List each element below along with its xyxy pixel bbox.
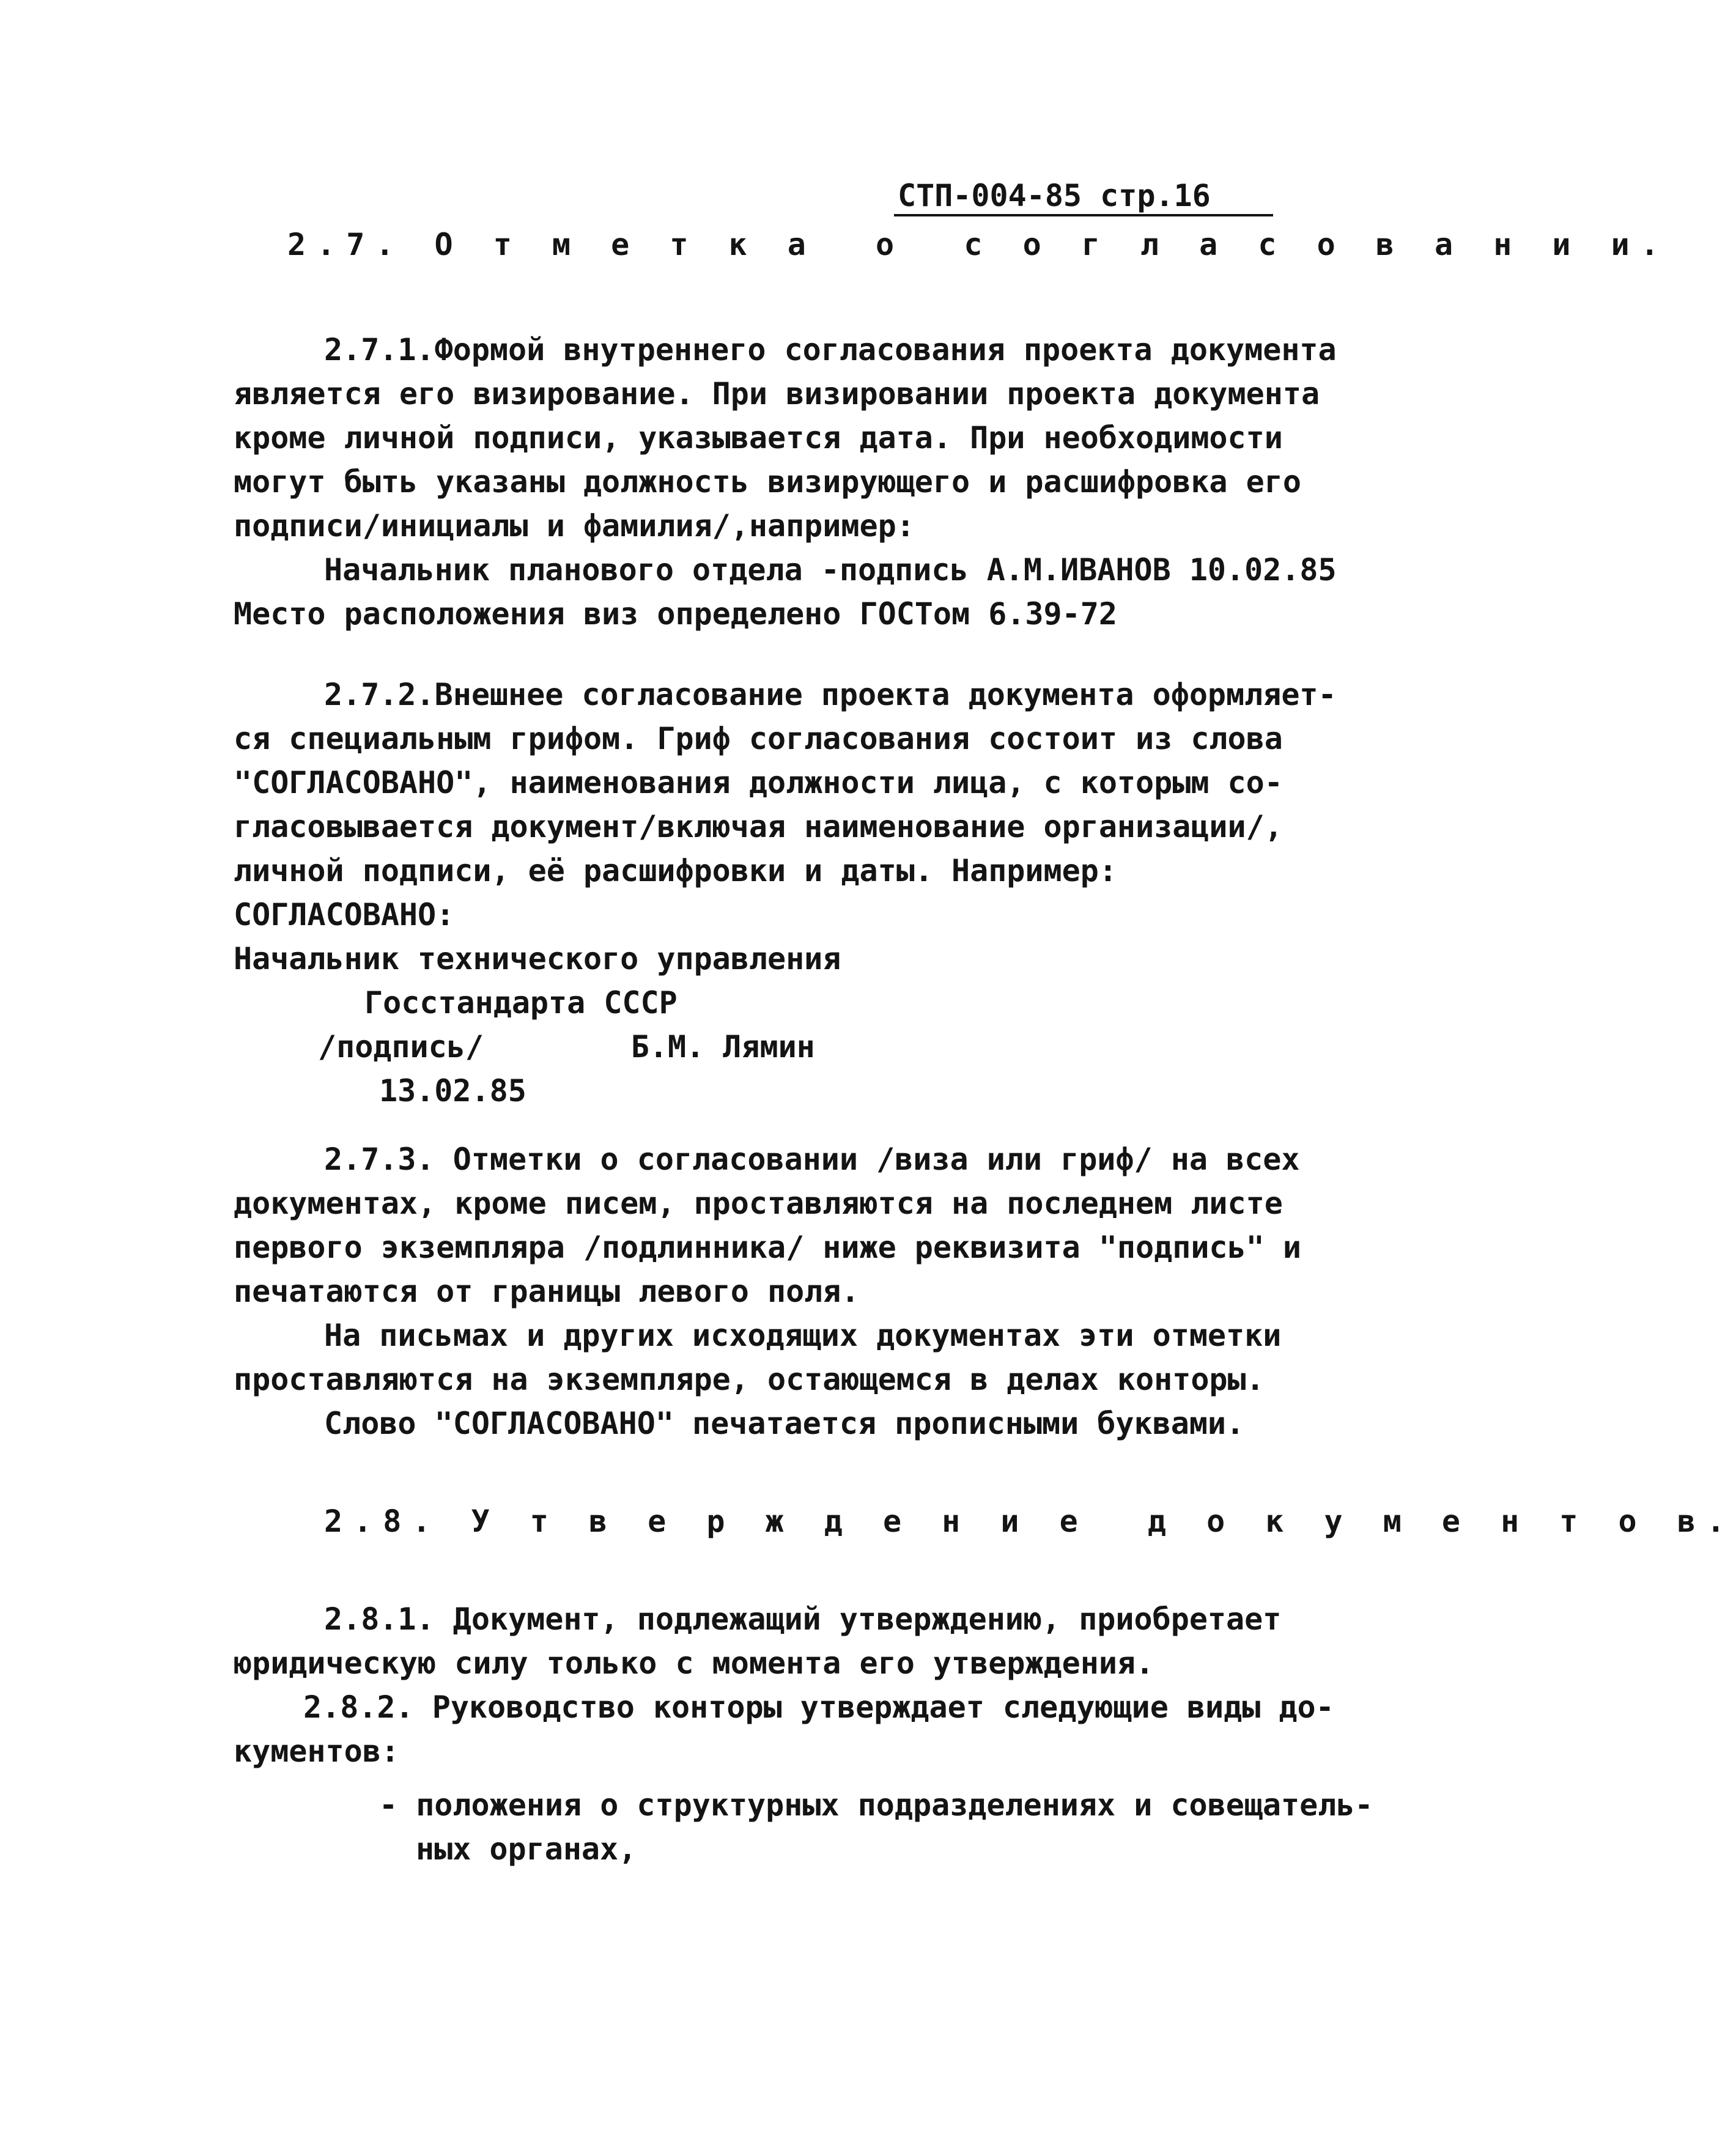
paragraph-line: гласовывается документ/включая наименование организации/, — [234, 809, 1283, 844]
paragraph-line: юридическую силу только с момента его утверждения. — [234, 1645, 1154, 1681]
list-item: - положения о структурных подразделениях и совещатель- — [379, 1787, 1373, 1823]
paragraph-line: 2.7.1.Формой внутреннего согласования проекта документа — [324, 332, 1337, 367]
paragraph-line: Слово "СОГЛАСОВАНО" печатается прописными буквами. — [324, 1406, 1245, 1441]
approval-stamp-position: Начальник технического управления — [234, 941, 841, 977]
paragraph-line: 2.8.2. Руководство конторы утверждает следующие виды до- — [303, 1689, 1334, 1725]
paragraph-line: На письмах и других исходящих документах эти отметки — [324, 1318, 1282, 1353]
header-underline — [894, 214, 1273, 216]
paragraph-line: документах, кроме писем, проставляются на последнем листе — [234, 1186, 1283, 1221]
paragraph-line: первого экземпляра /подлинника/ ниже реквизита "подпись" и — [234, 1230, 1301, 1265]
paragraph-line: личной подписи, её расшифровки и даты. Например: — [234, 853, 1117, 888]
list-item-continuation: ных органах, — [416, 1831, 637, 1867]
paragraph-line: "СОГЛАСОВАНО", наименования должности лица, с которым со- — [234, 765, 1283, 800]
paragraph-line: печатаются от границы левого поля. — [234, 1274, 860, 1309]
paragraph-line: является его визирование. При визировании проекта документа — [234, 376, 1320, 412]
paragraph-line: кументов: — [234, 1733, 399, 1769]
paragraph-line: кроме личной подписи, указывается дата. При необходимости — [234, 420, 1283, 456]
example-visa-line: Начальник планового отдела -подпись А.М.ИВАНОВ 10.02.85 — [324, 552, 1337, 588]
paragraph-line: ся специальным грифом. Гриф согласования состоит из слова — [234, 721, 1283, 756]
section-heading-2-7: 2.7. О т м е т к а о с о г л а с о в а н и и. — [287, 227, 1670, 262]
approval-stamp-date: 13.02.85 — [379, 1073, 526, 1109]
paragraph-line: Место расположения виз определено ГОСТом 6.39-72 — [234, 596, 1117, 632]
paragraph-line: проставляются на экземпляре, остающемся в делах конторы. — [234, 1362, 1265, 1397]
approval-stamp-title: СОГЛАСОВАНО: — [234, 897, 455, 932]
paragraph-line: 2.8.1. Документ, подлежащий утверждению, приобретает — [324, 1601, 1282, 1637]
paragraph-line: подписи/инициалы и фамилия/,например: — [234, 508, 915, 544]
paragraph-line: могут быть указаны должность визирующего и расшифровка его — [234, 464, 1301, 500]
paragraph-line: 2.7.2.Внешнее согласование проекта документа оформляет- — [324, 677, 1337, 712]
section-heading-2-8: 2.8. У т в е р ж д е н и е д о к у м е н т о в. — [324, 1504, 1736, 1539]
paragraph-line: 2.7.3. Отметки о согласовании /виза или гриф/ на всех — [324, 1142, 1300, 1177]
page-header-doc-ref: СТП-004-85 стр.16 — [898, 178, 1211, 213]
approval-stamp-organization: Госстандарта СССР — [364, 985, 678, 1021]
approval-stamp-signature: /подпись/ Б.М. Лямин — [318, 1029, 815, 1065]
